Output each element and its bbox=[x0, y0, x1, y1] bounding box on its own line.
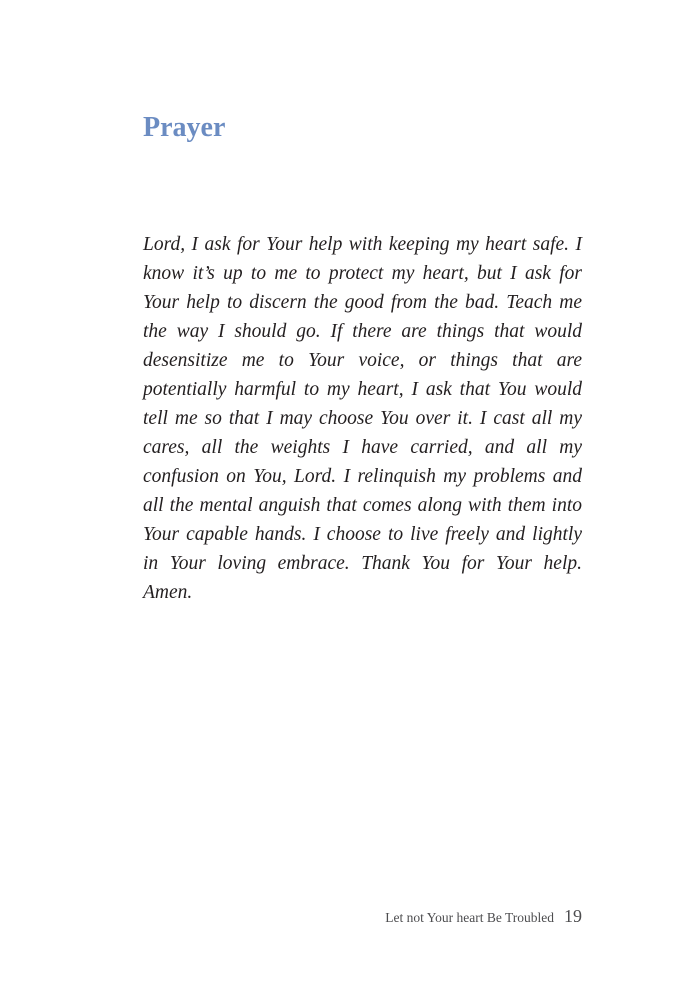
page-heading: Prayer bbox=[143, 112, 226, 143]
running-footer-title: Let not Your heart Be Troubled bbox=[385, 910, 554, 925]
page-number: 19 bbox=[564, 906, 582, 926]
page-footer bbox=[385, 906, 582, 927]
prayer-paragraph: Lord, I ask for Your help with keeping my heart safe. I know it’s up to me to protect my heart, but I ask for Your help to discern the good from the bad. Teach me the way I should go. If there are things that would desensitize me to Your voice, or things that are potentially harmful to my heart, I ask that You would tell me so that I may choose You over it. I cast all my cares, all the weights I have carried, and all my confusion on You, Lord. I relinquish my problems and all the mental anguish that comes along with them into Your capable hands. I choose to live freely and lightly in Your loving embrace. Thank You for Your help. Amen. bbox=[143, 234, 582, 603]
